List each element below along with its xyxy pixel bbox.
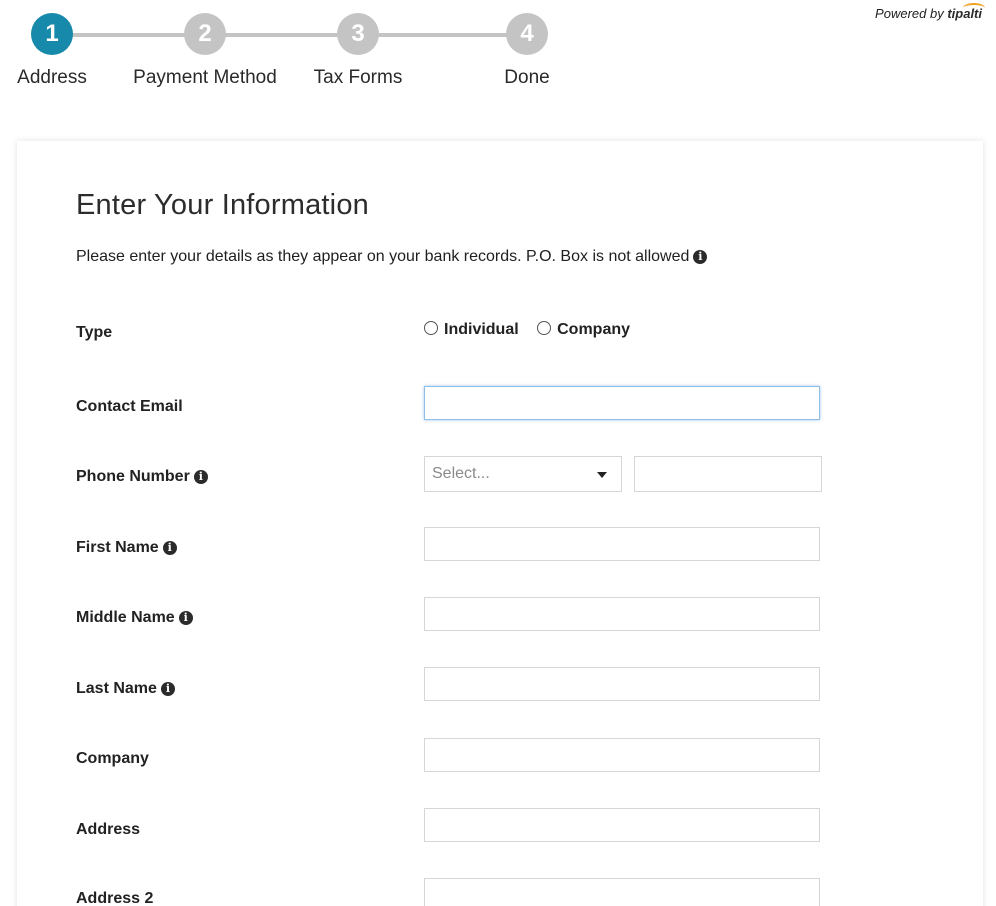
radio-company[interactable] [537,321,630,339]
info-icon[interactable]: i [179,611,193,625]
info-icon[interactable]: i [161,682,175,696]
address-2-field[interactable] [424,878,820,906]
company-label: Company [76,750,149,767]
contact-email-field[interactable] [424,386,820,420]
address-field[interactable] [424,808,820,842]
contact-email-label: Contact Email [76,398,183,415]
step-3-label: Tax Forms [313,67,403,88]
address-label: Address [76,821,141,838]
first-name-label [76,539,177,557]
info-icon[interactable]: i [693,250,707,264]
brand-name: tipalti [947,6,982,21]
step-1-circle[interactable]: 1 [31,13,73,55]
information-card [17,141,983,906]
country-code-select[interactable] [424,456,622,492]
first-name-label-text: First Name [76,539,159,556]
middle-name-field[interactable] [424,597,820,631]
radio-button[interactable] [424,321,438,335]
progress-stepper [0,0,600,110]
middle-name-label [76,609,193,627]
last-name-label-text: Last Name [76,680,157,697]
radio-individual-label: Individual [444,321,519,338]
page-title: Enter Your Information [76,189,369,221]
type-label: Type [76,324,113,341]
address-2-label: Address 2 [76,890,154,906]
last-name-field[interactable] [424,667,820,701]
info-icon[interactable]: i [163,541,177,555]
first-name-field[interactable] [424,527,820,561]
step-3-circle[interactable]: 3 [337,13,379,55]
country-code-placeholder: Select... [432,465,490,482]
radio-individual[interactable] [424,321,519,339]
radio-button[interactable] [537,321,551,335]
middle-name-label-text: Middle Name [76,609,175,626]
instructions-label: Please enter your details as they appear on your bank records. P.O. Box is not allowed [76,248,690,265]
phone-number-label [76,468,208,486]
step-2-circle[interactable]: 2 [184,13,226,55]
step-connector [358,33,528,37]
phone-number-field[interactable] [634,456,822,492]
step-4-label: Done [504,67,550,88]
tipalti-logo [947,6,982,21]
step-connector [52,33,206,37]
step-4-circle[interactable]: 4 [506,13,548,55]
powered-by-badge [875,6,982,21]
step-2-label: Payment Method [133,67,277,88]
chevron-down-icon [597,472,607,478]
last-name-label [76,680,175,698]
company-field[interactable] [424,738,820,772]
phone-number-label-text: Phone Number [76,468,190,485]
step-connector [205,33,359,37]
type-radio-group [424,321,644,339]
instructions-text [76,248,707,266]
logo-arc-icon [963,3,985,13]
radio-company-label: Company [557,321,631,338]
step-1-label: Address [17,67,87,88]
info-icon[interactable]: i [194,470,208,484]
powered-by-text: Powered by [875,6,944,21]
